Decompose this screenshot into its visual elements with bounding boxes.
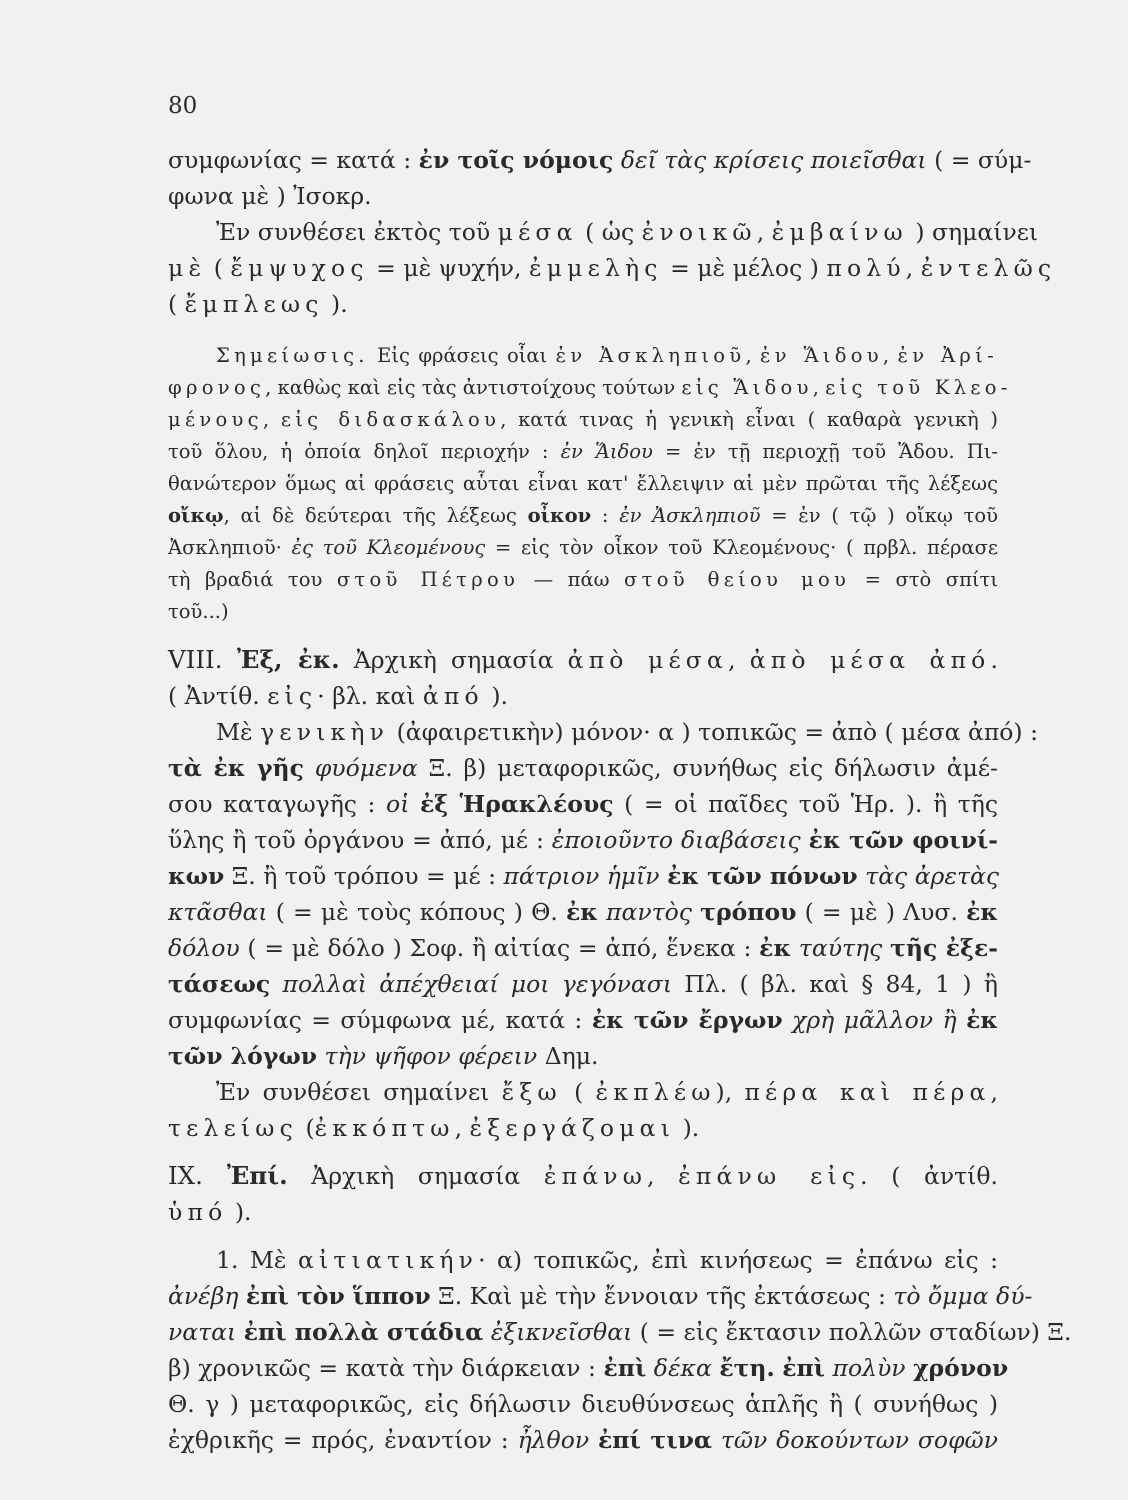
text-line: ( Ἀντίθ. εἰς· βλ. καὶ ἀπό ). [168,682,508,710]
text-line: συμφωνίας = κατά : ἐν τοῖς νόμοις δεῖ τὰς κρίσεις ποιεῖσθαι ( = σύμ- [168,146,1032,174]
text-line: ὕλης ἢ τοῦ ὀργάνου = ἀπό, μέ : ἐποιοῦντο διαβάσεις ἐκ τῶν φοινί- [168,826,998,854]
text-line: ἀνέβη ἐπὶ τὸν ἵππον Ξ. Καὶ μὲ τὴν ἔννοιαν τῆς ἐκτάσεως : τὸ ὄμμα δύ- [168,1282,1033,1310]
text-line: ( ἔμπλεως ). [168,290,348,318]
text-line: Ἀσκληπιοῦ· ἐς τοῦ Κλεομένους = εἰς τὸν οἶκον τοῦ Κλεομένους· ( πρβλ. πέρασε [168,536,998,559]
text-line: ὑπό ). [168,1198,252,1226]
text-line: τελείως (ἐκκόπτω, ἐξεργάζομαι ). [168,1114,700,1142]
text-line: τῶν λόγων τὴν ψῆφον φέρειν Δημ. [168,1042,599,1070]
text-line: οἴκῳ, αἱ δὲ δεύτεραι τῆς λέξεως οἶκον : ἐν Ἀσκληπιοῦ = ἐν ( τῷ ) οἴκῳ τοῦ [168,504,998,527]
text-line: τοῦ ὅλου, ἡ ὁποία δηλοῖ περιοχήν : ἐν Ἅιδου = ἐν τῇ περιοχῇ τοῦ Ἅδου. Πι- [168,440,998,463]
text-line: κτᾶσθαι ( = μὲ τοὺς κόπους ) Θ. ἐκ παντὸς τρόπου ( = μὲ ) Λυσ. ἐκ [168,898,998,926]
text-line: τάσεως πολλαὶ ἀπέχθειαί μοι γεγόνασι Πλ. ( βλ. καὶ § 84, 1 ) ἢ [168,970,998,998]
text-line: θανώτερον ὅμως αἱ φράσεις αὗται εἶναι κατ' ἔλλειψιν αἱ μὲν πρῶται τῆς λέξεως [168,472,998,495]
text-line: τὴ βραδιά του στοῦ Πέτρου — πάω στοῦ θείου μου = στὸ σπίτι [168,568,998,591]
text-line: δόλου ( = μὲ δόλο ) Σοφ. ἢ αἰτίας = ἀπό, ἕνεκα : ἐκ ταύτης τῆς ἐξε- [168,934,998,962]
text-line: συμφωνίας = σύμφωνα μέ, κατά : ἐκ τῶν ἔργων χρὴ μᾶλλον ἢ ἐκ [168,1006,998,1034]
text-line: μένους, εἰς διδασκάλου, κατά τινας ἡ γενικὴ εἶναι ( καθαρὰ γενικὴ ) [168,408,999,431]
text-line: τὰ ἐκ γῆς φυόμενα Ξ. β) μεταφορικῶς, συνήθως εἰς δήλωσιν ἀμέ- [168,754,998,782]
text-line: 1. Μὲ αἰτιατικήν· α) τοπικῶς, ἐπὶ κινήσεως = ἐπάνω εἰς : [216,1246,998,1274]
text-line: Μὲ γενικὴν (ἀφαιρετικὴν) μόνον· α ) τοπικῶς = ἀπὸ ( μέσα ἀπό) : [216,718,1038,746]
text-line: Θ. γ ) μεταφορικῶς, εἰς δήλωσιν διευθύνσεως ἁπλῆς ἢ ( συνήθως ) [168,1390,998,1418]
text-line: ναται ἐπὶ πολλὰ στάδια ἐξικνεῖσθαι ( = εἰς ἔκτασιν πολλῶν σταδίων) Ξ. [168,1318,1072,1346]
text-line: κων Ξ. ἢ τοῦ τρόπου = μέ : πάτριον ἡμῖν ἐκ τῶν πόνων τὰς ἀρετὰς [168,862,1000,890]
text-line: ἐχθρικῆς = πρός, ἐναντίον : ἦλθον ἐπί τινα τῶν δοκούντων σοφῶν [168,1426,998,1454]
text-line: β) χρονικῶς = κατὰ τὴν διάρκειαν : ἐπὶ δέκα ἔτη. ἐπὶ πολὺν χρόνον [168,1354,1009,1382]
text-line: σου καταγωγῆς : οἱ ἐξ Ἡρακλέους ( = οἱ παῖδες τοῦ Ἡρ. ). ἢ τῆς [168,790,998,818]
text-line: τοῦ...) [168,600,229,623]
text-line: VIII. Ἐξ, ἐκ. Ἀρχικὴ σημασία ἀπὸ μέσα, ἀπὸ μέσα ἀπό. [168,645,998,674]
text-line: Ἐν συνθέσει ἐκτὸς τοῦ μέσα ( ὡς ἐνοικῶ, ἐμβαίνω ) σημαίνει [216,218,1039,246]
text-line: φρονος, καθὼς καὶ εἰς τὰς ἀντιστοίχους τούτων εἰς Ἅιδου, εἰς τοῦ Κλεο- [168,376,1012,399]
text-line: μὲ ( ἔμψυχος = μὲ ψυχήν, ἐμμελὴς = μὲ μέλος ) πολύ, ἐντελῶς [168,254,1057,282]
text-line: φωνα μὲ ) Ἰσοκρ. [168,182,372,210]
text-line: IX. Ἐπί. Ἀρχικὴ σημασία ἐπάνω, ἐπάνω εἰς. ( ἀντίθ. [168,1161,998,1190]
page-number: 80 [168,93,198,119]
text-line: Σημείωσις. Εἰς φράσεις οἷαι ἐν Ἀσκληπιοῦ, ἐν Ἅιδου, ἐν Ἀρί- [216,344,998,367]
text-line: Ἐν συνθέσει σημαίνει ἔξω ( ἐκπλέω), πέρα καὶ πέρα, [216,1078,999,1106]
